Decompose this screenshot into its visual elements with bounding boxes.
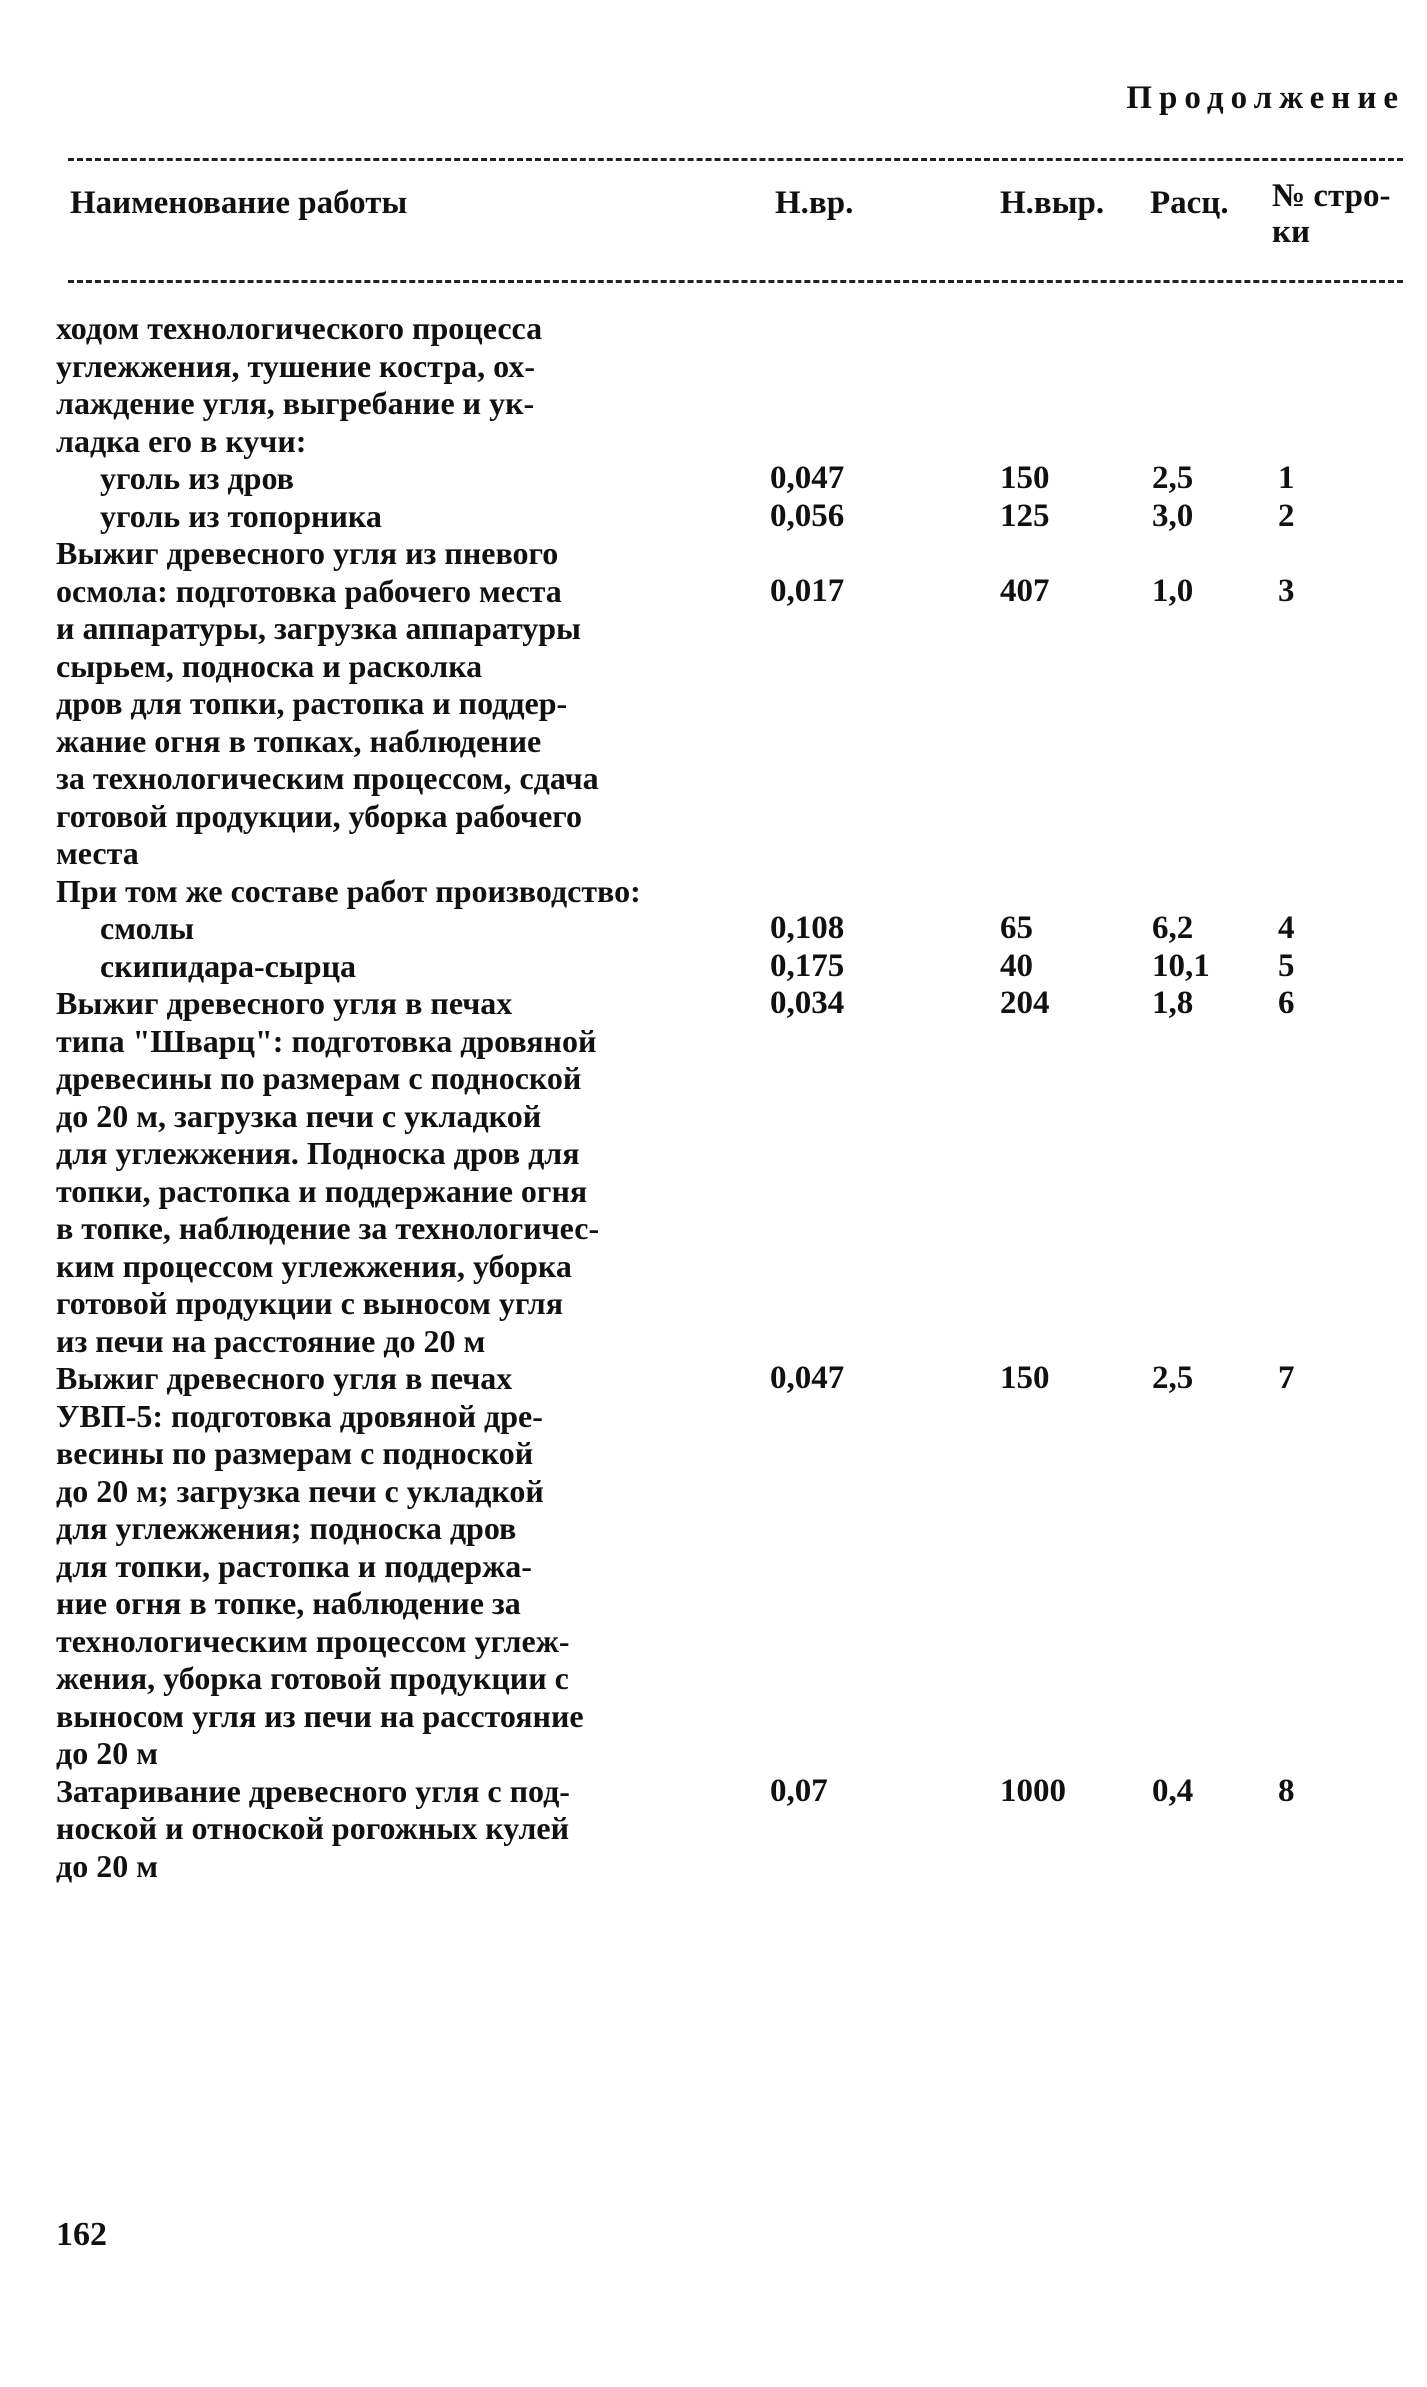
rate-value: 1,0 — [1152, 572, 1194, 609]
table-row — [0, 310, 1427, 460]
rate-value: 3,0 — [1152, 497, 1194, 534]
output-norm-value: 40 — [1000, 947, 1033, 984]
rate-value: 2,5 — [1152, 460, 1194, 496]
work-description: Выжиг древесного угля в печах типа "Шварц": подготовка дровяной древесины по размерам с подноской до 20 м, загрузка печи с укладкой для углежжения. Подноска дров для топки, растопка и поддержание огня в топке, наблюдение за технологичес- ким процессом углежжения, уборка готовой продукции с выносом угля из печи на расстояние до 20 м — [56, 985, 600, 1359]
header-top-rule — [68, 158, 1403, 161]
continuation-label: Продолжение — [1126, 80, 1405, 116]
header-line-no: № стро- ки — [1272, 178, 1391, 250]
time-norm-value: 0,034 — [770, 985, 845, 1021]
time-norm-value: 0,047 — [770, 460, 845, 496]
table-row — [0, 873, 1427, 911]
work-description: смолы — [100, 910, 195, 946]
line-number-value: 4 — [1278, 910, 1295, 946]
line-number-value: 5 — [1278, 947, 1295, 984]
time-norm-value: 0,108 — [770, 910, 845, 946]
table-row — [0, 985, 1427, 1360]
table-body — [0, 310, 1427, 1885]
table-row — [0, 460, 1427, 498]
header-name: Наименование работы — [70, 185, 408, 221]
table-row — [0, 498, 1427, 536]
header-bottom-rule — [68, 280, 1403, 283]
rate-value: 6,2 — [1152, 910, 1194, 946]
table-row — [0, 535, 1427, 873]
work-description: При том же составе работ производство: — [56, 872, 641, 909]
header-rate: Расц. — [1150, 185, 1229, 221]
output-norm-value: 204 — [1000, 985, 1050, 1021]
work-description: Затаривание древесного угля с под- ноской и отноской рогожных кулей до 20 м — [56, 1772, 570, 1884]
output-norm-value: 407 — [1000, 572, 1050, 609]
work-description: уголь из топорника — [100, 497, 382, 534]
line-number-value: 7 — [1278, 1360, 1295, 1396]
table-row — [0, 948, 1427, 986]
header-output-norm: Н.выр. — [1000, 185, 1105, 221]
rate-value: 0,4 — [1152, 1772, 1194, 1809]
output-norm-value: 150 — [1000, 460, 1050, 496]
output-norm-value: 65 — [1000, 910, 1033, 946]
work-description: уголь из дров — [100, 460, 294, 496]
line-number-value: 8 — [1278, 1772, 1295, 1809]
line-number-value: 2 — [1278, 497, 1295, 534]
rate-value: 2,5 — [1152, 1360, 1194, 1396]
work-description: скипидара-сырца — [100, 947, 357, 984]
table-row — [0, 1360, 1427, 1773]
time-norm-value: 0,056 — [770, 497, 845, 534]
work-description: Выжиг древесного угля из пневого осмола: подготовка рабочего места и аппаратуры, загрузка аппаратуры сырьем, подноска и расколка дров для топки, растопка и поддер- жание огня в топках, наблюдение за технологическим процессом, сдача готовой продукции, уборка рабочего места — [56, 535, 599, 871]
output-norm-value: 150 — [1000, 1360, 1050, 1396]
output-norm-value: 125 — [1000, 497, 1050, 534]
table-row — [0, 910, 1427, 948]
time-norm-value: 0,07 — [770, 1772, 828, 1809]
output-norm-value: 1000 — [1000, 1772, 1066, 1809]
time-norm-value: 0,017 — [770, 572, 845, 609]
rate-value: 1,8 — [1152, 985, 1194, 1021]
work-description: ходом технологического процесса углежжения, тушение костра, ох- лаждение угля, выгребание и ук- ладка его в кучи: — [56, 310, 543, 459]
line-number-value: 3 — [1278, 572, 1295, 609]
rate-value: 10,1 — [1152, 947, 1210, 984]
page-number: 162 — [56, 2216, 107, 2253]
time-norm-value: 0,047 — [770, 1360, 845, 1396]
time-norm-value: 0,175 — [770, 947, 845, 984]
header-time-norm: Н.вр. — [775, 185, 854, 221]
work-description: Выжиг древесного угля в печах УВП-5: подготовка дровяной дре- весины по размерам с подноской до 20 м; загрузка печи с укладкой для углежжения; подноска дров для топки, растопка и поддержа- ние огня в топке, наблюдение за технологическим процессом углеж- жения, уборка готовой продукции с выносом угля из печи на расстояние до 20 м — [56, 1360, 584, 1771]
line-number-value: 6 — [1278, 985, 1295, 1021]
table-row — [0, 1773, 1427, 1886]
line-number-value: 1 — [1278, 460, 1295, 496]
